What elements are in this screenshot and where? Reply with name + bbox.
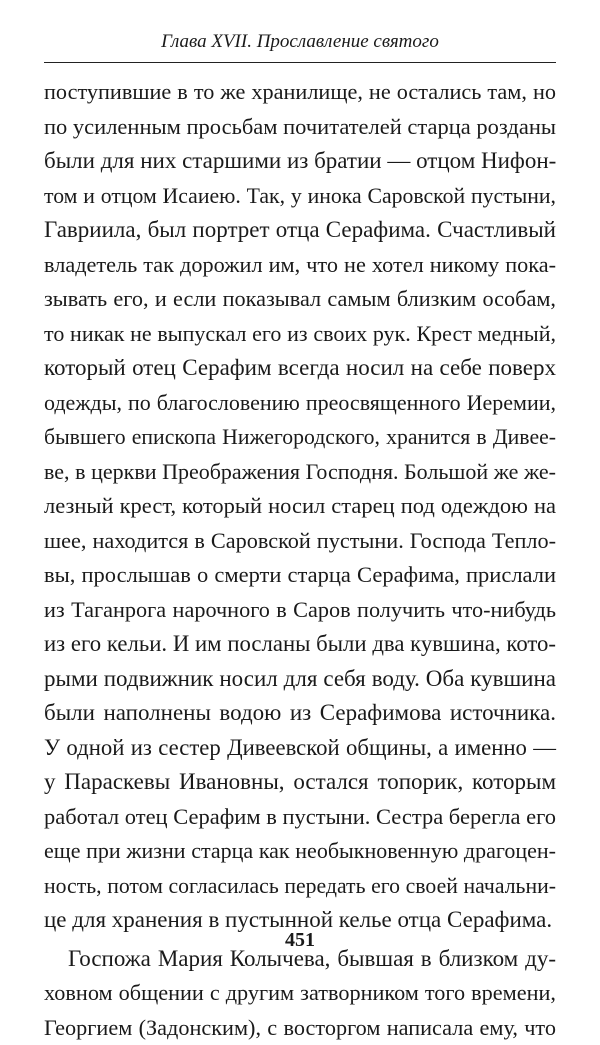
text-line: ховном общении с другим затворником того времени,: [44, 976, 556, 1011]
text-line: то никак не выпускал его из своих рук. Крест медный,: [44, 317, 556, 352]
text-line: еще при жизни старца как необыкновенную драгоцен-: [44, 834, 556, 869]
paragraph: [44, 942, 556, 1045]
text-line: из Таганрога нарочного в Саров получить что-нибудь: [44, 593, 556, 628]
text-line: работал отец Серафим в пустыни. Сестра берегла его: [44, 800, 556, 835]
text-line: по усиленным просьбам почитателей старца розданы: [44, 110, 556, 145]
text-line: Госпожа Мария Колычева, бывшая в близком ду-: [44, 942, 556, 977]
text-line: вы, прослышав о смерти старца Серафима, прислали: [44, 558, 556, 593]
text-line: бывшего епископа Нижегородского, хранится в Дивее-: [44, 420, 556, 455]
body-text: [44, 75, 556, 1045]
running-head: Глава XVII. Прославление святого: [44, 30, 556, 54]
text-line: ность, потом согласилась передать его своей начальни-: [44, 869, 556, 904]
text-line: у Параскевы Ивановны, остался топорик, которым: [44, 765, 556, 800]
paragraph: [44, 75, 556, 938]
text-line: Георгием (Задонским), с восторгом написала ему, что: [44, 1011, 556, 1045]
text-line: Гавриила, был портрет отца Серафима. Счастливый: [44, 213, 556, 248]
text-line: одежды, по благословению преосвященного Иеремии,: [44, 386, 556, 421]
text-line: из его кельи. И им посланы были два кувшина, кото-: [44, 627, 556, 662]
text-line: были для них старшими из братии — отцом Нифон-: [44, 144, 556, 179]
text-line: це для хранения в пустынной келье отца Серафима.: [44, 903, 556, 938]
header-rule: [44, 62, 556, 63]
page-number: 451: [0, 928, 600, 952]
text-line: ве, в церкви Преображения Господня. Большой же же-: [44, 455, 556, 490]
text-line: зывать его, и если показывал самым близким особам,: [44, 282, 556, 317]
text-line: который отец Серафим всегда носил на себе поверх: [44, 351, 556, 386]
text-line: поступившие в то же хранилище, не остались там, но: [44, 75, 556, 110]
text-line: владетель так дорожил им, что не хотел никому пока-: [44, 248, 556, 283]
text-line: лезный крест, который носил старец под одеждою на: [44, 489, 556, 524]
text-line: рыми подвижник носил для себя воду. Оба кувшина: [44, 662, 556, 697]
text-line: шее, находится в Саровской пустыни. Господа Теплo-: [44, 524, 556, 559]
text-line: были наполнены водою из Серафимова источника.: [44, 696, 556, 731]
text-line: У одной из сестер Дивеевской общины, а именно —: [44, 731, 556, 766]
text-line: том и отцом Исаиею. Так, у инока Саровской пустыни,: [44, 179, 556, 214]
